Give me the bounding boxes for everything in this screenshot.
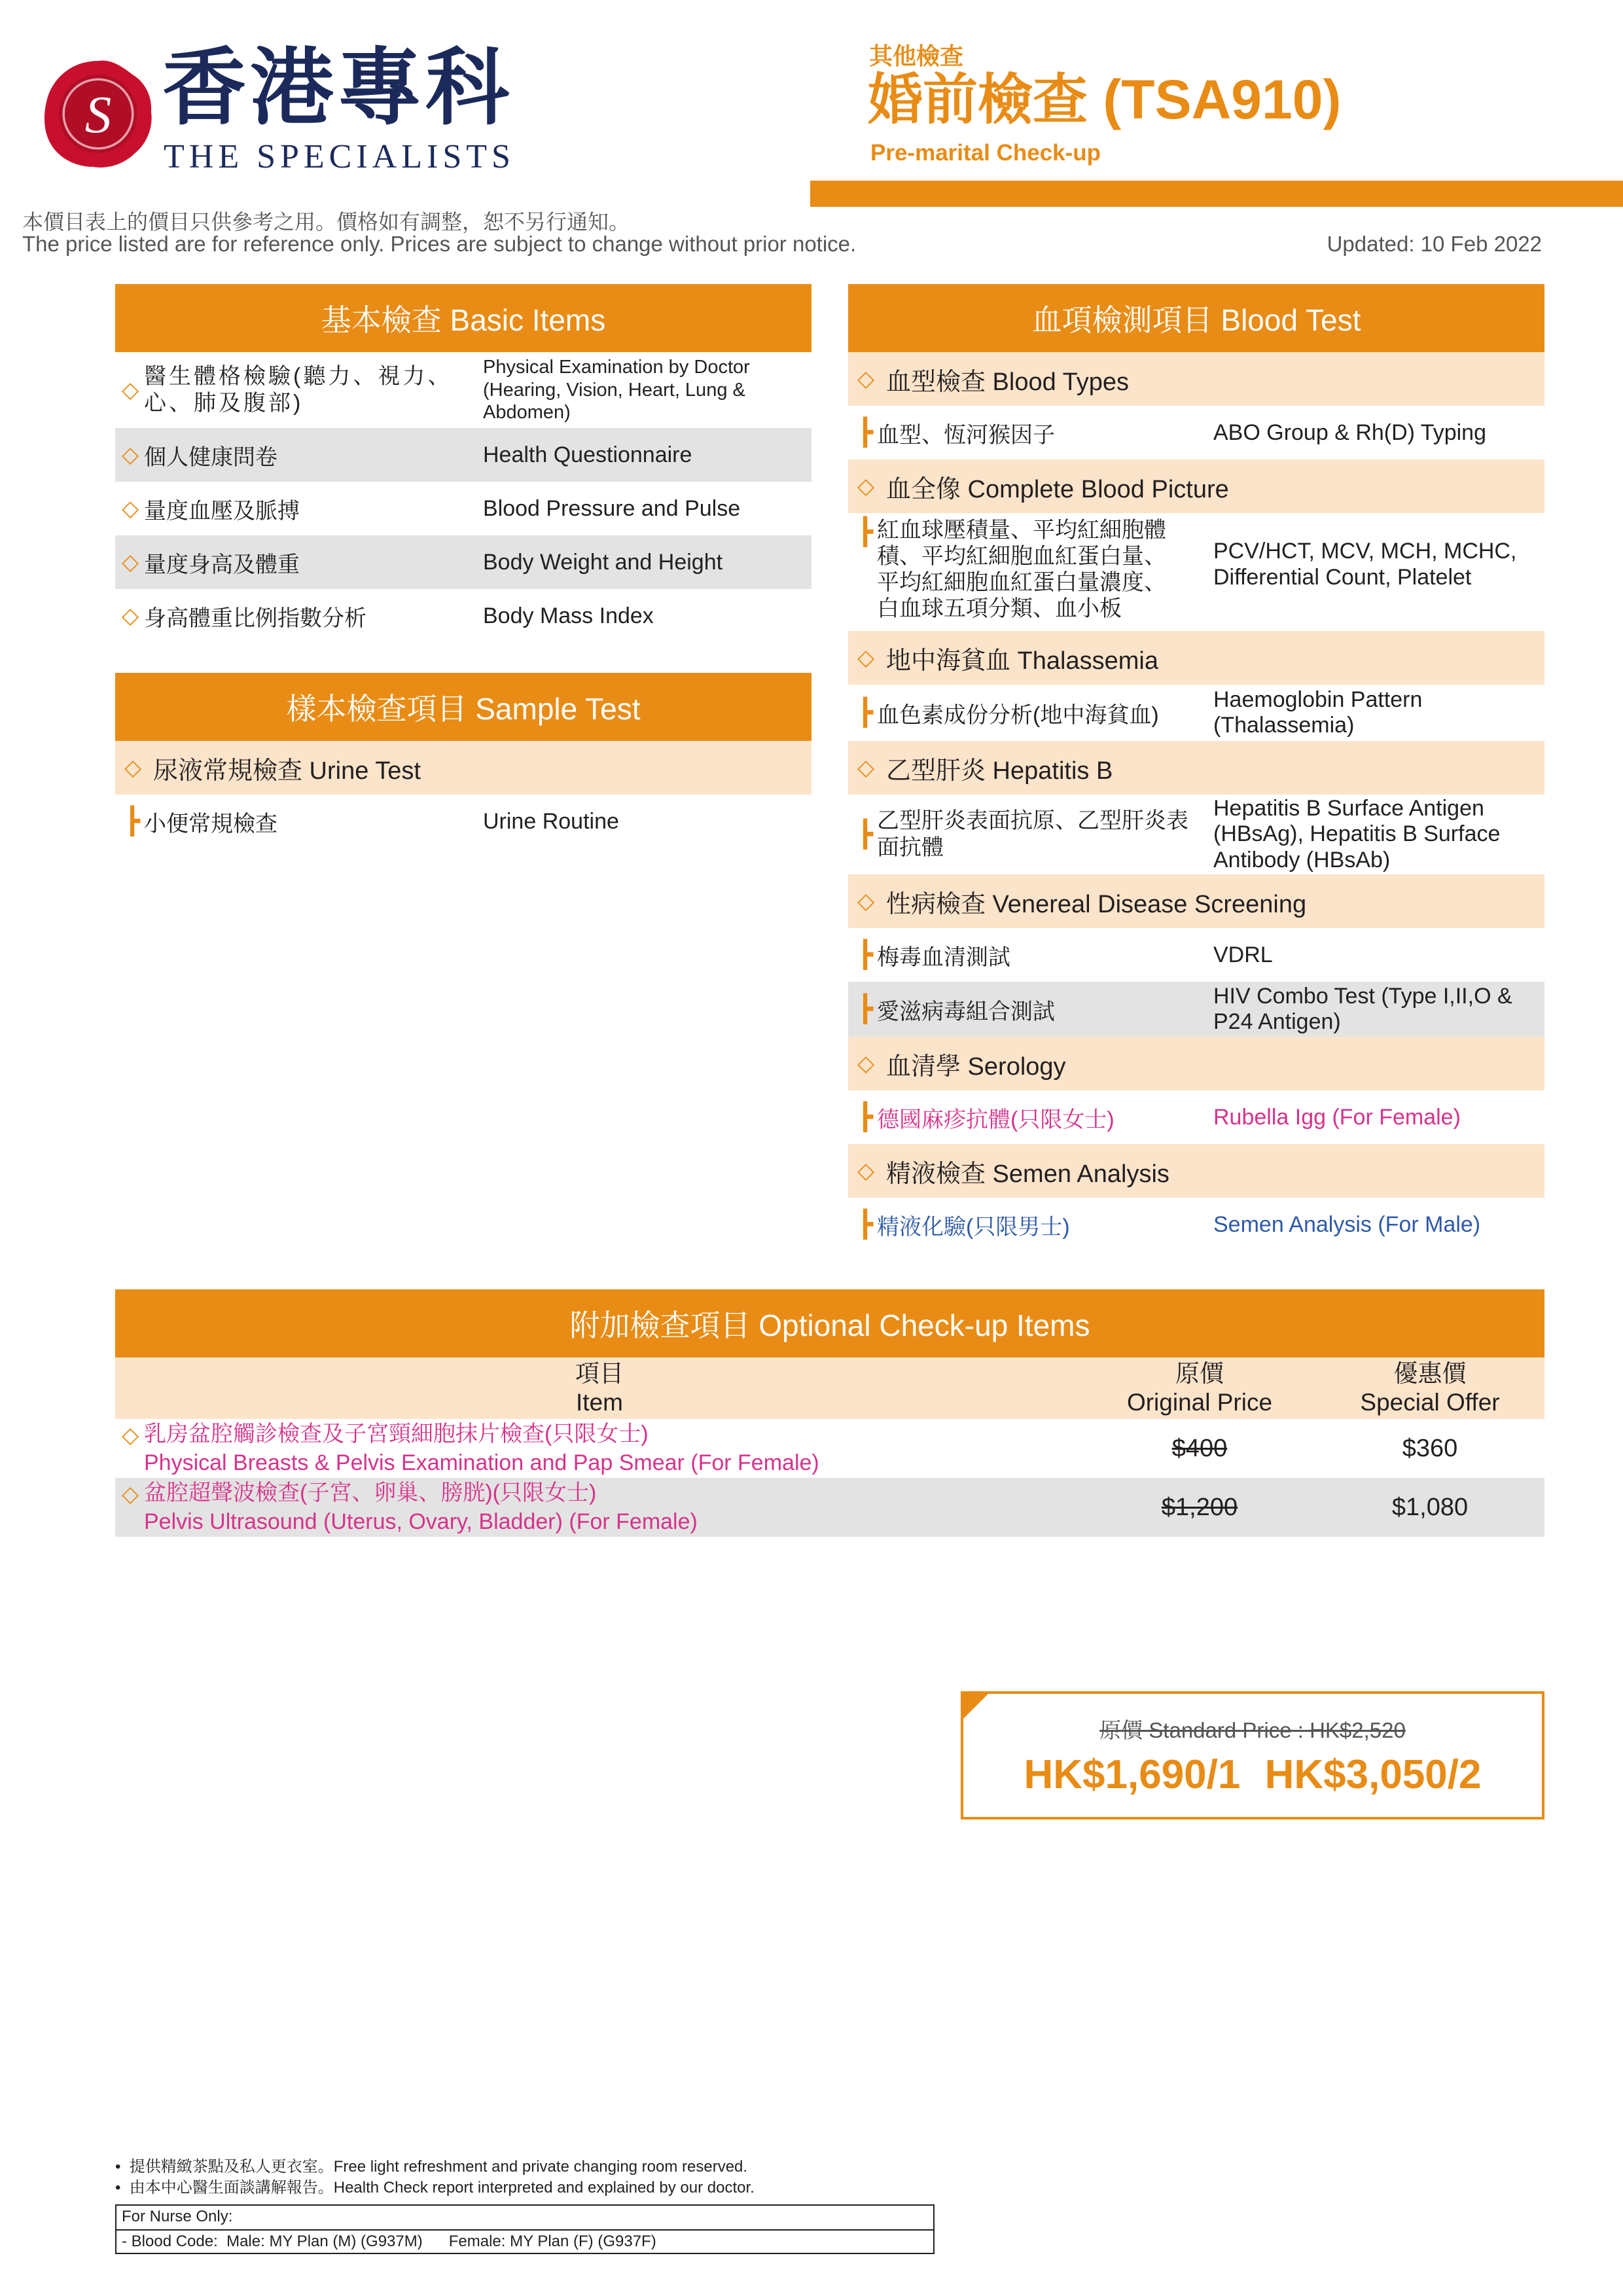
tee-icon: ┣ [857,995,874,1024]
diamond-icon: ◇ [857,1158,875,1183]
column-header-original-price: 原價 Original Price [1126,1359,1273,1416]
original-price: $1,200 [1161,1493,1238,1521]
standard-price: 原價 Standard Price : HK$2,520 [1099,1718,1406,1742]
tee-icon: ┣ [857,1103,874,1132]
optional-items-section [115,1289,1544,1537]
tee-icon: ┣ [857,698,874,727]
footer-note: • 提供精緻茶點及私人更衣室。Free light refreshment and private changing room reserved. [115,2158,748,2176]
diamond-icon: ◇ [857,1051,875,1076]
optional-items-title: 附加檢查項目 Optional Check-up Items [115,1289,1544,1357]
list-item: ┣ 乙型肝炎表面抗原、乙型肝炎表面抗體 Hepatitis B Surface Antigen (HBsAg), Hepatitis B Surface Antibody (HBsAb) [848,795,1544,874]
package-price: HK$1,690/1 HK$3,050/2 [1024,1752,1482,1797]
list-item: ┣ 德國麻疹抗體(只限女士) Rubella Igg (For Female) [848,1090,1544,1144]
svg-text:S: S [84,85,112,145]
nurse-box [115,2204,935,2254]
page-subtitle: Pre-marital Check-up [870,140,1101,166]
diamond-icon: ◇ [122,1422,139,1448]
column-header-special-offer: 優惠價 Special Offer [1360,1359,1500,1416]
blood-group-heading: ◇ 精液檢查 Semen Analysis [848,1144,1544,1198]
table-row: ◇ 乳房盆腔觸診檢查及子宮頸細胞抹片檢查(只限女士) Physical Breasts & Pelvis Examination and Pap Smear (For Female) $400 $360 [115,1419,1544,1478]
tee-icon: ┣ [857,820,874,849]
blood-group-heading: ◇ 血清學 Serology [848,1037,1544,1090]
tee-icon: ┣ [857,941,874,969]
diamond-icon: ◇ [122,496,139,521]
diamond-icon: ◇ [857,645,875,670]
diamond-icon: ◇ [857,889,875,914]
blood-group-heading: ◇ 乙型肝炎 Hepatitis B [848,741,1544,795]
category-label: 其他檢查 [869,43,964,69]
blood-test-section [848,284,1544,1251]
diamond-icon: ◇ [122,603,139,628]
blood-group-heading: ◇ 性病檢查 Venereal Disease Screening [848,874,1544,928]
price-box [961,1691,1544,1820]
tee-icon: ┣ [857,518,874,547]
blood-group-heading: ◇ 血型檢查 Blood Types [848,352,1544,406]
sample-test-title: 樣本檢查項目 Sample Test [115,673,812,741]
blood-test-title: 血項檢測項目 Blood Test [848,284,1544,352]
original-price: $400 [1171,1434,1228,1462]
list-item: ◇ 醫生體格檢驗(聽力、視力、心、肺及腹部) Physical Examination by Doctor (Hearing, Vision, Heart, Lung & Abdomen) [115,352,812,428]
diamond-icon: ◇ [857,474,875,499]
basic-items-title: 基本檢查 Basic Items [115,284,812,352]
list-item: ◇ 身高體重比例指數分析 Body Mass Index [115,589,812,643]
notice-chinese: 本價目表上的價目只供參考之用。價格如有調整，恕不另行通知。 [22,210,630,234]
logo-english: THE SPECIALISTS [164,138,515,175]
list-item: ┣ 愛滋病毒組合測試 HIV Combo Test (Type I,II,O & P24 Antigen) [848,982,1544,1037]
notice-english: The price listed are for reference only. Prices are subject to change without prior notice. [22,232,857,256]
diamond-icon: ◇ [122,442,139,467]
list-item: ┣ 紅血球壓積量、平均紅細胞體積、平均紅細胞血紅蛋白量、平均紅細胞血紅蛋白量濃度、白血球五項分類、血小板 PCV/HCT, MCV, MCH, MCHC, Differential Count, Platelet [848,513,1544,631]
header-bar [810,181,1623,207]
list-item: ◇ 量度血壓及脈搏 Blood Pressure and Pulse [115,482,812,535]
tee-icon: ┣ [857,418,874,447]
optional-table-header [115,1357,1544,1419]
bullet-icon: • [115,2158,130,2176]
blood-code: - Blood Code: Male: MY Plan (M) (G937M) Female: MY Plan (F) (G937F) [116,2229,933,2253]
list-item: ┣ 小便常規檢查 Urine Routine [115,795,812,848]
list-item: ◇ 量度身高及體重 Body Weight and Height [115,535,812,589]
table-row: ◇ 盆腔超聲波檢查(子宮、卵巢、膀胱)(只限女士) Pelvis Ultrasound (Uterus, Ovary, Bladder) (For Female) $1,200 $1,080 [115,1478,1544,1537]
diamond-icon: ◇ [122,1481,139,1507]
diamond-icon: ◇ [124,755,142,780]
basic-items-section [115,284,812,643]
nurse-label: For Nurse Only: [122,2208,233,2225]
blood-group-heading: ◇ 血全像 Complete Blood Picture [848,459,1544,513]
diamond-icon: ◇ [122,550,139,575]
list-item: ┣ 梅毒血清測試 VDRL [848,928,1544,982]
logo-seal-icon [41,56,156,171]
special-price: $1,080 [1391,1493,1469,1521]
sample-test-section [115,673,812,848]
bullet-icon: • [115,2179,130,2197]
list-item: ◇ 個人健康問卷 Health Questionnaire [115,428,812,482]
page-title: 婚前檢查 (TSA910) [868,69,1342,130]
tee-icon: ┣ [857,1210,874,1239]
column-header-item: 項目 Item [575,1359,624,1416]
sample-group-heading: ◇ 尿液常規檢查 Urine Test [115,741,812,795]
list-item: ┣ 血色素成份分析(地中海貧血) Haemoglobin Pattern (Thalassemia) [848,685,1544,741]
list-item: ┣ 精液化驗(只限男士) Semen Analysis (For Male) [848,1198,1544,1251]
tee-icon: ┣ [124,807,141,836]
updated-date: Updated: 10 Feb 2022 [1327,232,1542,256]
diamond-icon: ◇ [857,367,875,391]
logo-chinese: 香港專科 [162,39,514,137]
special-price: $360 [1402,1434,1458,1462]
list-item: ┣ 血型、恆河猴因子 ABO Group & Rh(D) Typing [848,406,1544,459]
diamond-icon: ◇ [857,755,875,780]
blood-group-heading: ◇ 地中海貧血 Thalassemia [848,631,1544,685]
diamond-icon: ◇ [122,378,139,403]
footer-note: • 由本中心醫生面談講解報告。Health Check report interpreted and explained by our doctor. [115,2179,755,2197]
